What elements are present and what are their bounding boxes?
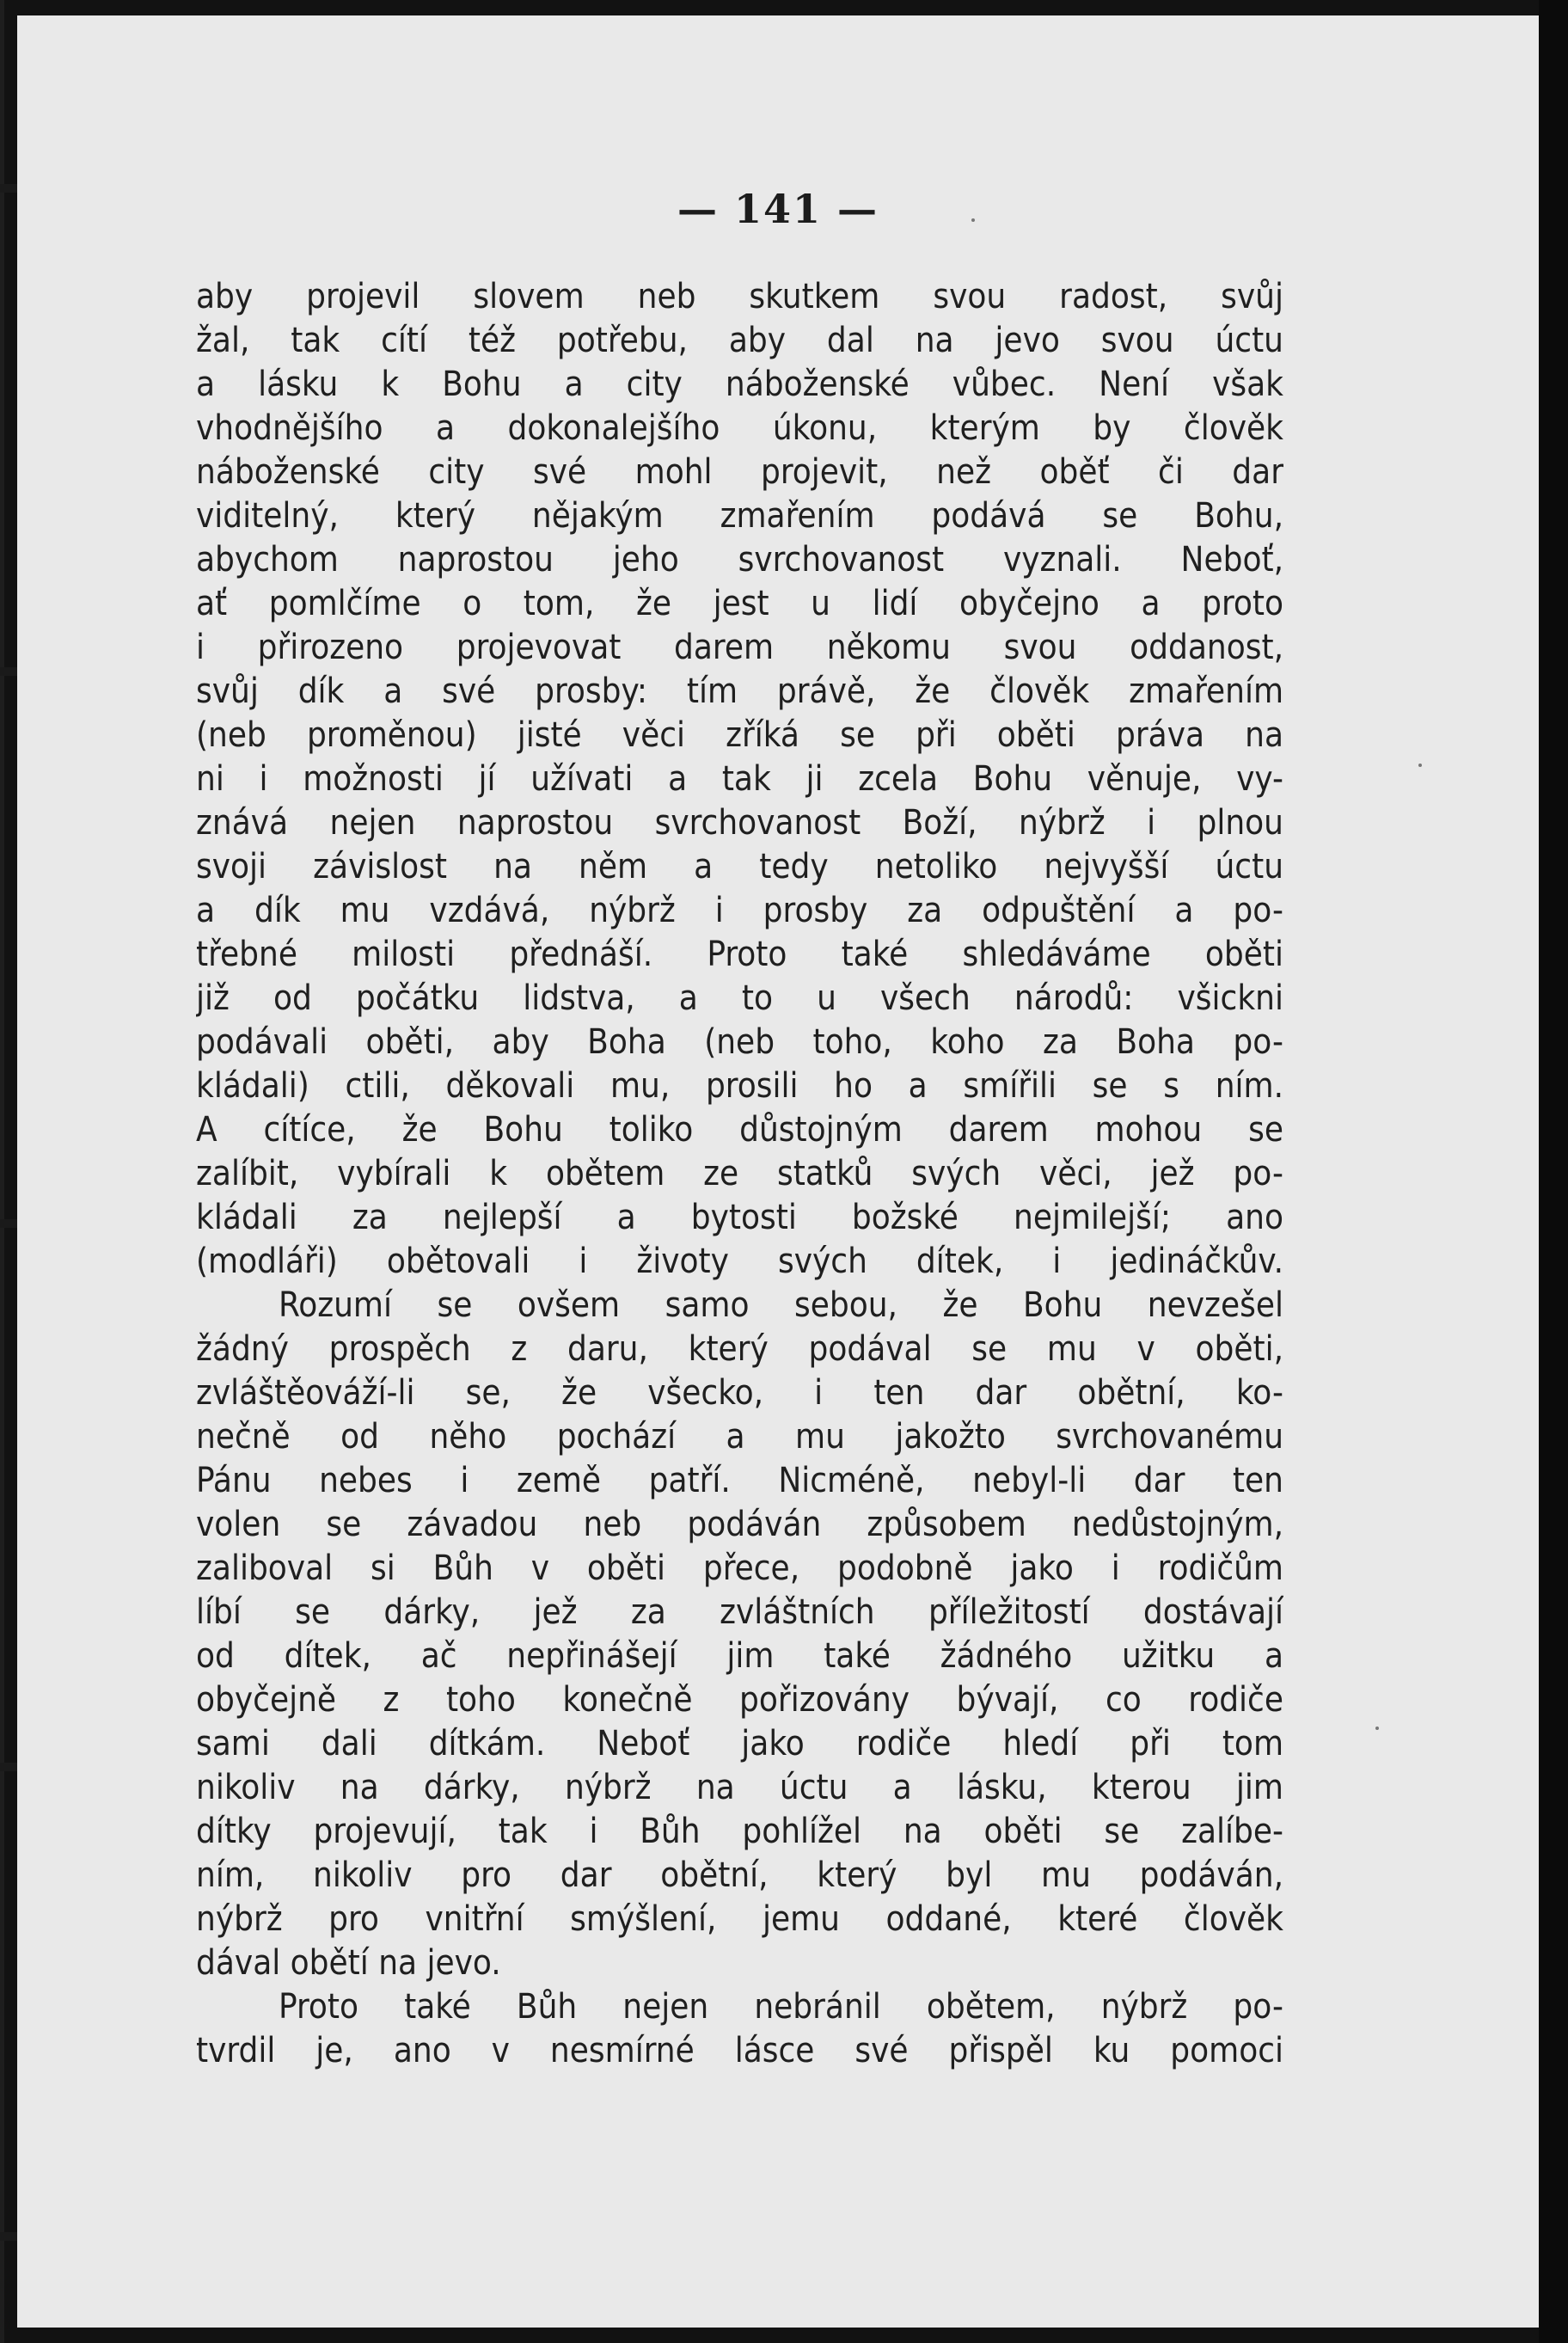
text-line: (neb proměnou) jisté věci zříká se při oběti práva na (196, 715, 1283, 755)
text-line: obyčejně z toho konečně pořizovány bývají, co rodiče (196, 1680, 1283, 1720)
text-line: dítky projevují, tak i Bůh pohlížel na oběti se zalíbe- (196, 1812, 1283, 1851)
text-line: ním, nikoliv pro dar obětní, který byl mu podáván, (196, 1855, 1283, 1895)
paper-speck (1375, 1727, 1379, 1730)
text-line: nikoliv na dárky, nýbrž na úctu a lásku, kterou jim (196, 1768, 1283, 1807)
text-line: kládali) ctili, děkovali mu, prosili ho a smířili se s ním. (196, 1066, 1283, 1106)
text-line: abychom naprostou jeho svrchovanost vyznali. Neboť, (196, 540, 1283, 580)
text-line: i přirozeno projevovat darem někomu svou oddanost, (196, 628, 1283, 667)
paper-speck (971, 218, 975, 222)
text-line: ať pomlčíme o tom, že jest u lidí obyčejno a proto (196, 584, 1283, 623)
text-line: (modláři) obětovali i životy svých dítek, i jedináčkův. (196, 1242, 1283, 1281)
text-line: od dítek, ač nepřinášejí jim také žádného užitku a (196, 1636, 1283, 1676)
text-line: svoji závislost na něm a tedy netoliko nejvyšší úctu (196, 847, 1283, 886)
text-line: svůj dík a své prosby: tím právě, že člověk zmařením (196, 672, 1283, 711)
text-line: zvláštěováží-li se, že všecko, i ten dar obětní, ko- (196, 1373, 1283, 1413)
text-line: tvrdil je, ano v nesmírné lásce své přispěl ku pomoci (196, 2031, 1283, 2070)
book-page (17, 15, 1539, 2328)
text-line: žádný prospěch z daru, který podával se mu v oběti, (196, 1329, 1283, 1369)
text-line: volen se závadou neb podáván způsobem nedůstojným, (196, 1505, 1283, 1544)
text-line: vhodnějšího a dokonalejšího úkonu, kterým by člověk (196, 408, 1283, 448)
text-line: třebné milosti přednáší. Proto také shledáváme oběti (196, 935, 1283, 974)
text-line: žal, tak cítí též potřebu, aby dal na jevo svou úctu (196, 321, 1283, 360)
text-line: zaliboval si Bůh v oběti přece, podobně jako i rodičům (196, 1549, 1283, 1588)
text-line: líbí se dárky, jež za zvláštních příležitostí dostávají (196, 1592, 1283, 1632)
text-line: náboženské city své mohl projevit, než oběť či dar (196, 452, 1283, 492)
text-line: zalíbit, vybírali k obětem ze statků svých věci, jež po- (196, 1154, 1283, 1193)
text-line: již od počátku lidstva, a to u všech národů: všickni (196, 978, 1283, 1018)
left-binding-edge (0, 0, 4, 2343)
text-line: podávali oběti, aby Boha (neb toho, koho za Boha po- (196, 1022, 1283, 1062)
text-line: Proto také Bůh nejen nebránil obětem, nýbrž po- (279, 1987, 1283, 2027)
text-line: aby projevil slovem neb skutkem svou radost, svůj (196, 277, 1283, 316)
text-line: Rozumí se ovšem samo sebou, že Bohu nevzešel (279, 1285, 1283, 1325)
right-scan-border (1539, 0, 1568, 2343)
text-line: ni i možnosti jí užívati a tak ji zcela Bohu věnuje, vy- (196, 759, 1283, 799)
paper-speck (1418, 764, 1422, 767)
text-line: Pánu nebes i země patří. Nicméně, nebyl-li dar ten (196, 1461, 1283, 1500)
text-line: a lásku k Bohu a city náboženské vůbec. Není však (196, 365, 1283, 404)
page-number: — 141 — (677, 186, 879, 232)
body-text (196, 275, 1283, 2073)
text-line: znává nejen naprostou svrchovanost Boží, nýbrž i plnou (196, 803, 1283, 843)
text-line: sami dali dítkám. Neboť jako rodiče hledí při tom (196, 1724, 1283, 1763)
text-line: nýbrž pro vnitřní smýšlení, jemu oddané, které člověk (196, 1899, 1283, 1939)
text-line: A cítíce, že Bohu toliko důstojným darem mohou se (196, 1110, 1283, 1150)
text-line: kládali za nejlepší a bytosti božské nejmilejší; ano (196, 1198, 1283, 1237)
text-line: a dík mu vzdává, nýbrž i prosby za odpuštění a po- (196, 891, 1283, 930)
text-line: viditelný, který nějakým zmařením podává se Bohu, (196, 496, 1283, 536)
text-line: nečně od něho pochází a mu jakožto svrchovanému (196, 1417, 1283, 1457)
text-line: dával obětí na jevo. (196, 1943, 501, 1983)
